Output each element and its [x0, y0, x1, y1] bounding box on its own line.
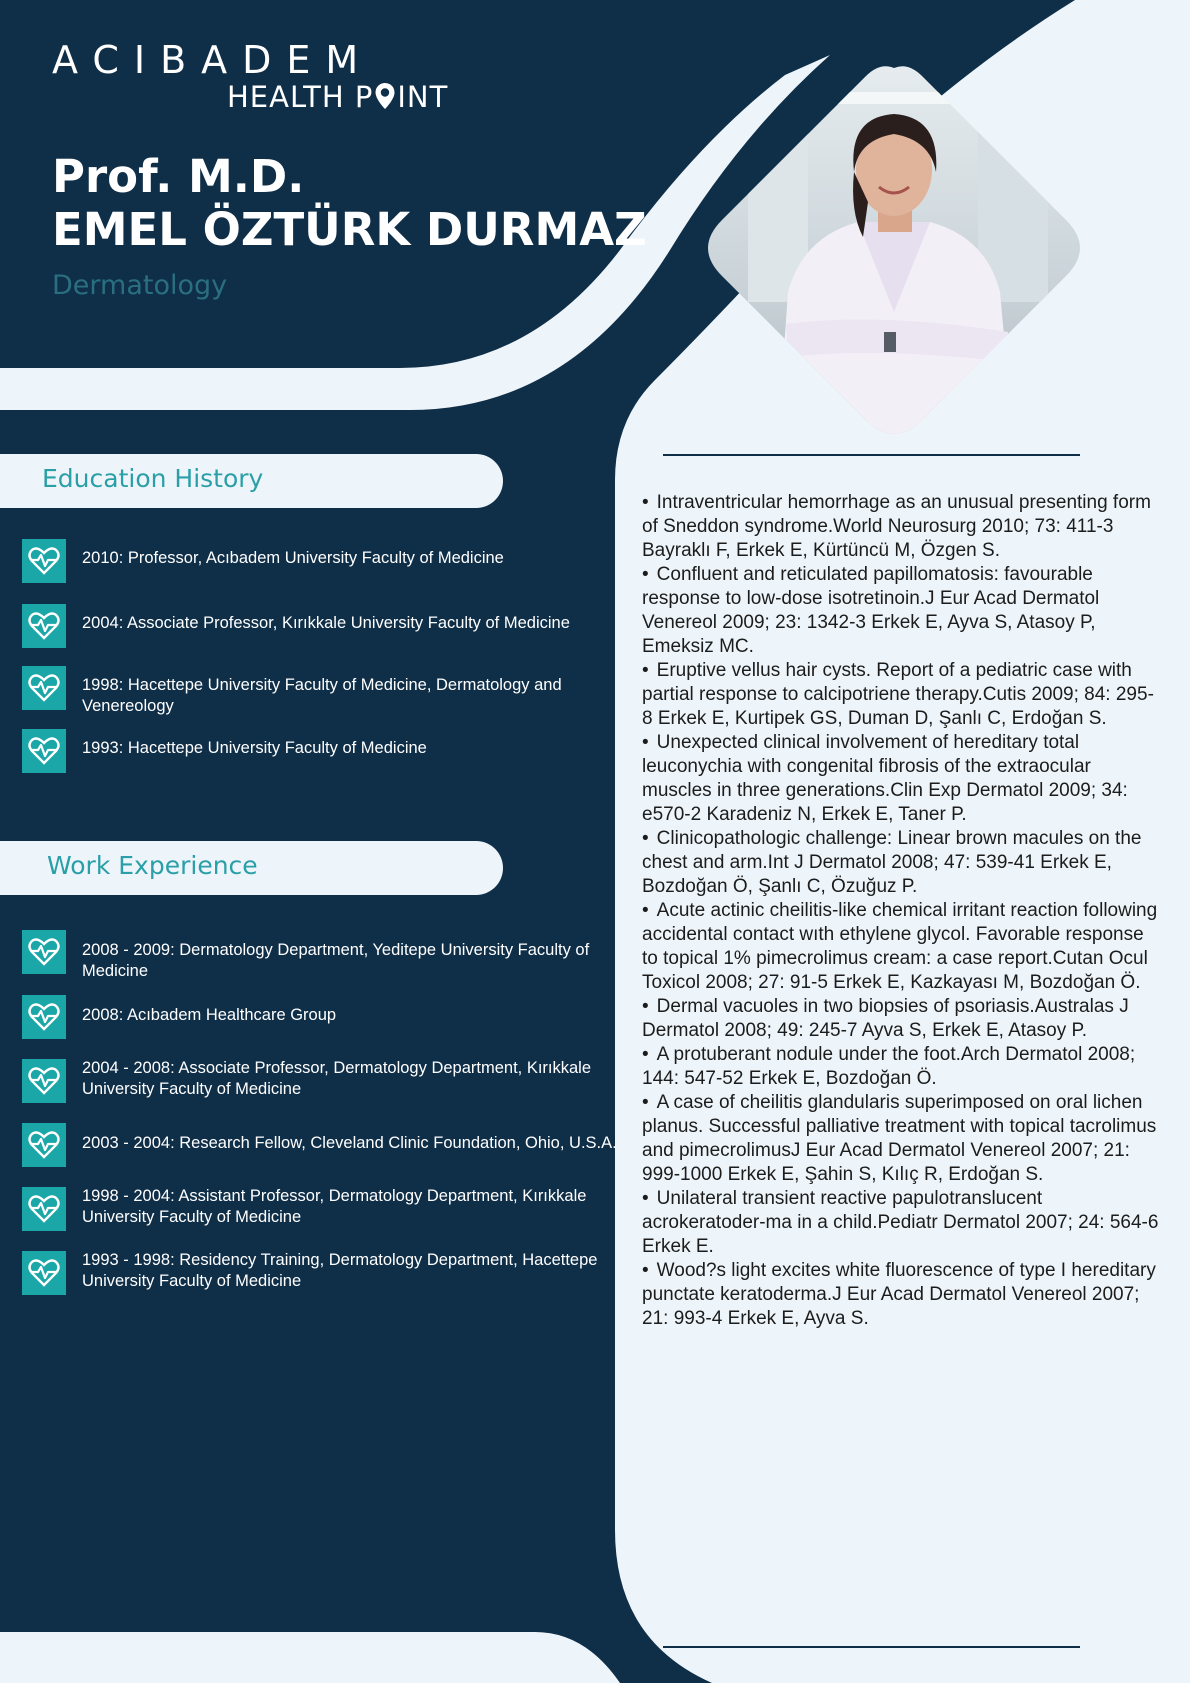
work-item-text: 2008: Acıbadem Healthcare Group [82, 1006, 337, 1024]
logo-subtitle-part1: HEALTH P [227, 80, 374, 114]
publication-item: • Eruptive vellus hair cysts. Report of a pediatric case with partial response to calcipotriene therapy.Cutis 2009; 84: 295-8 Erkek E, Kurtipek GS, Duman D, Şanlı C, Erdoğan S. [642, 659, 1162, 731]
heart-pulse-icon [22, 729, 66, 773]
heart-pulse-icon [22, 995, 66, 1039]
footer-curve [0, 1632, 620, 1683]
work-item-text: 1998 - 2004: Assistant Professor, Dermatology Department, Kırıkkale University Faculty of Medicine [82, 1187, 587, 1226]
work-item-text: 2004 - 2008: Associate Professor, Dermatology Department, Kırıkkale University Faculty of Medicine [82, 1059, 592, 1098]
doctor-name: EMEL ÖZTÜRK DURMAZ [52, 203, 647, 256]
divider-bottom [663, 1646, 1080, 1648]
doctor-portrait [708, 62, 1080, 434]
education-heading: Education History [42, 464, 264, 493]
logo-subtitle [227, 80, 448, 114]
heart-pulse-icon [22, 1251, 66, 1295]
logo-brand: ACIBADEM [52, 38, 374, 82]
doctor-specialty: Dermatology [52, 270, 228, 301]
heart-pulse-icon [22, 604, 66, 648]
location-pin-icon [374, 82, 396, 110]
education-item-text: 2004: Associate Professor, Kırıkkale University Faculty of Medicine [82, 614, 570, 632]
publication-item: • Confluent and reticulated papillomatosis: favourable response to low-dose isotretinoin.J Eur Acad Dermatol Venereol 2009; 23: 1342-3 Erkek E, Ayva S, Atasoy P, Emeksiz MC. [642, 563, 1162, 659]
acibadem-logo [52, 38, 472, 118]
publication-item: • Intraventricular hemorrhage as an unusual presenting form of Sneddon syndrome.World Neurosurg 2010; 73: 411-3 Bayraklı F, Erkek E, Kürtüncü M, Özgen S. [642, 491, 1162, 563]
work-item-text: 2003 - 2004: Research Fellow, Cleveland Clinic Foundation, Ohio, U.S.A. [82, 1134, 617, 1152]
work-item-text: 2008 - 2009: Dermatology Department, Yeditepe University Faculty of Medicine [82, 941, 590, 980]
heart-pulse-icon [22, 1059, 66, 1103]
publication-item: • Clinicopathologic challenge: Linear brown macules on the chest and arm.Int J Dermatol 2008; 47: 539-41 Erkek E, Bozdoğan Ö, Şanlı C, Özuğuz P. [642, 827, 1162, 899]
education-item-text: 2010: Professor, Acıbadem University Faculty of Medicine [82, 549, 504, 567]
heart-pulse-icon [22, 1123, 66, 1167]
publication-item: • Acute actinic cheilitis-like chemical irritant reaction following accidental contact wıth ethylene glycol. Favorable response to topical 1% pimecrolimus cream: a case report.Cutan Ocul Toxicol 2008; 27: 91-5 Erkek E, Kazkayası M, Bozdoğan Ö. [642, 899, 1162, 995]
divider-top [663, 454, 1080, 456]
education-heading-pill [0, 454, 503, 508]
publication-item: • Dermal vacuoles in two biopsies of psoriasis.Australas J Dermatol 2008; 49: 245-7 Ayva S, Erkek E, Atasoy P. [642, 995, 1162, 1043]
work-heading: Work Experience [47, 851, 258, 880]
work-item-text: 1993 - 1998: Residency Training, Dermatology Department, Hacettepe University Faculty of Medicine [82, 1251, 598, 1290]
education-item-text: 1993: Hacettepe University Faculty of Medicine [82, 739, 427, 757]
logo-subtitle-part2: INT [397, 80, 449, 114]
heart-pulse-icon [22, 666, 66, 710]
heart-pulse-icon [22, 539, 66, 583]
work-heading-pill [0, 841, 503, 895]
heart-pulse-icon [22, 1187, 66, 1231]
publication-item: • Wood?s light excites white fluorescence of type I hereditary punctate keratoderma.J Eur Acad Dermatol Venereol 2007; 21: 993-4 Erkek E, Ayva S. [642, 1259, 1162, 1331]
publication-item: • Unilateral transient reactive papulotranslucent acrokeratoder-ma in a child.Pediatr Dermatol 2007; 24: 564-6 Erkek E. [642, 1187, 1162, 1259]
education-item-text: 1998: Hacettepe University Faculty of Medicine, Dermatology and Venereology [82, 676, 562, 715]
publication-item: • A protuberant nodule under the foot.Arch Dermatol 2008; 144: 547-52 Erkek E, Bozdoğan Ö. [642, 1043, 1162, 1091]
heart-pulse-icon [22, 930, 66, 974]
publication-item: • A case of cheilitis glandularis superimposed on oral lichen planus. Successful palliative treatment with topical tacrolimus and pimecrolimusJ Eur Acad Dermatol Venereol 2007; 21: 999-1000 Erkek E, Şahin S, Kılıç R, Erdoğan S. [642, 1091, 1162, 1187]
publications-list [642, 491, 1162, 1331]
doctor-title: Prof. M.D. [52, 150, 305, 203]
publication-item: • Unexpected clinical involvement of hereditary total leuconychia with congenital fibrosis of the extraocular muscles in three generations.Clin Exp Dermatol 2009; 34: e570-2 Karadeniz N, Erkek E, Taner P. [642, 731, 1162, 827]
